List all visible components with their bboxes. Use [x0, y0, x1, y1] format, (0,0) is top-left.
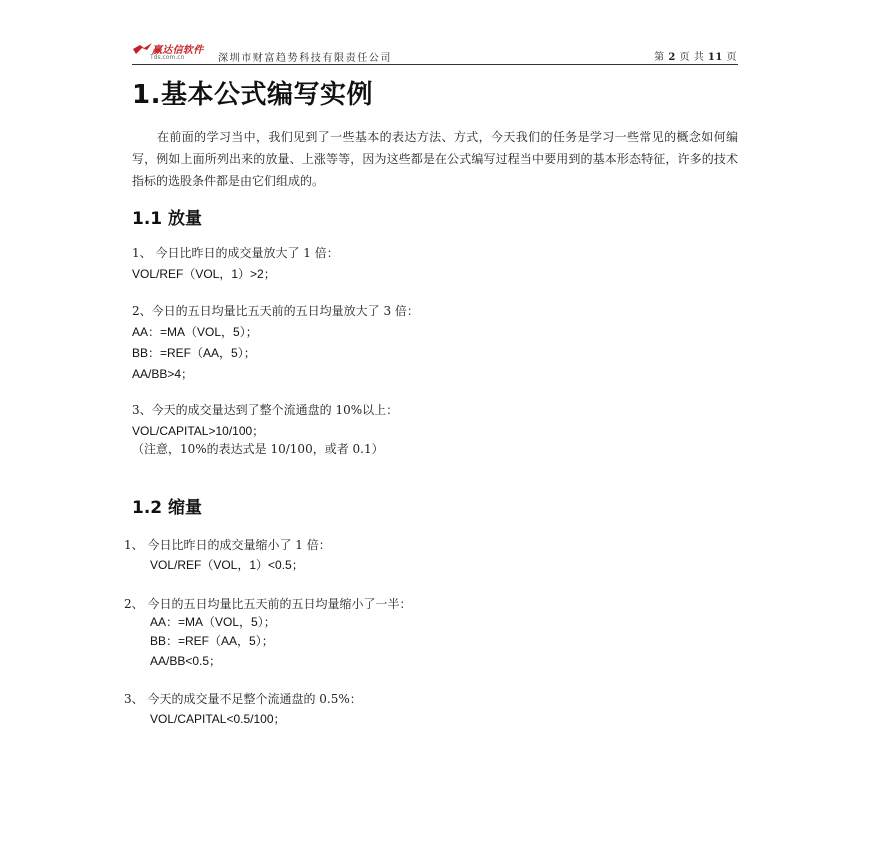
- s2-item3-label: 3、 今天的成交量不足整个流通盘的 0.5%：: [124, 692, 362, 706]
- page-total: 11: [707, 52, 723, 63]
- s1-item3-code: VOL/CAPITAL>10/100；: [132, 424, 265, 438]
- s2-item2-code2: BB：=REF（AA，5）；: [150, 634, 274, 648]
- s2-item2-code1: AA：=MA（VOL，5）；: [150, 615, 276, 629]
- s2-item1-code: VOL/REF（VOL，1）<0.5；: [150, 558, 304, 572]
- company-name: 深圳市财富趋势科技有限责任公司: [218, 53, 392, 64]
- s2-item2-code3: AA/BB<0.5；: [150, 654, 222, 668]
- s1-item1-code: VOL/REF（VOL，1）>2；: [132, 267, 276, 281]
- page-suffix: 页: [726, 52, 737, 63]
- s1-item2-label: 2、今日的五日均量比五天前的五日均量放大了 3 倍：: [132, 304, 419, 318]
- company-logo: [132, 41, 216, 65]
- page-number: [654, 48, 737, 63]
- page-mid: 页 共: [679, 52, 705, 63]
- s1-item2-code3: AA/BB>4；: [132, 367, 194, 381]
- s2-item1-label: 1、 今日比昨日的成交量缩小了 1 倍：: [124, 538, 331, 552]
- page-title: 1.基本公式编写实例: [132, 80, 373, 110]
- s1-item2-code2: BB：=REF（AA，5）；: [132, 346, 256, 360]
- page-prefix: 第: [654, 52, 665, 63]
- logo-text: 赢达信软件: [152, 45, 204, 56]
- header-divider: [132, 64, 738, 65]
- s2-item3-code: VOL/CAPITAL<0.5/100；: [150, 712, 286, 726]
- s2-item2-label: 2、 今日的五日均量比五天前的五日均量缩小了一半：: [124, 597, 412, 611]
- intro-paragraph: 在前面的学习当中，我们见到了一些基本的表达方法、方式，今天我们的任务是学习一些常见的概念如何编写，例如上面所列出来的放量、上涨等等，因为这些都是在公式编写过程当中要用到的基本形态特征，许多的技术指标的选股条件都是由它们组成的。: [132, 130, 738, 188]
- logo-url: Tds.com.cn: [150, 54, 185, 61]
- page-current: 2: [668, 52, 676, 63]
- section-heading-volume-increase: 1.1 放量: [132, 209, 203, 229]
- s1-item1-label: 1、 今日比昨日的成交量放大了 1 倍：: [132, 246, 339, 260]
- section-heading-volume-decrease: 1.2 缩量: [132, 498, 203, 518]
- s1-item2-code1: AA：=MA（VOL，5）；: [132, 325, 258, 339]
- s1-item3-label: 3、今天的成交量达到了整个流通盘的 10%以上：: [132, 403, 399, 417]
- s1-item3-note: （注意，10%的表达式是 10/100，或者 0.1）: [132, 442, 384, 456]
